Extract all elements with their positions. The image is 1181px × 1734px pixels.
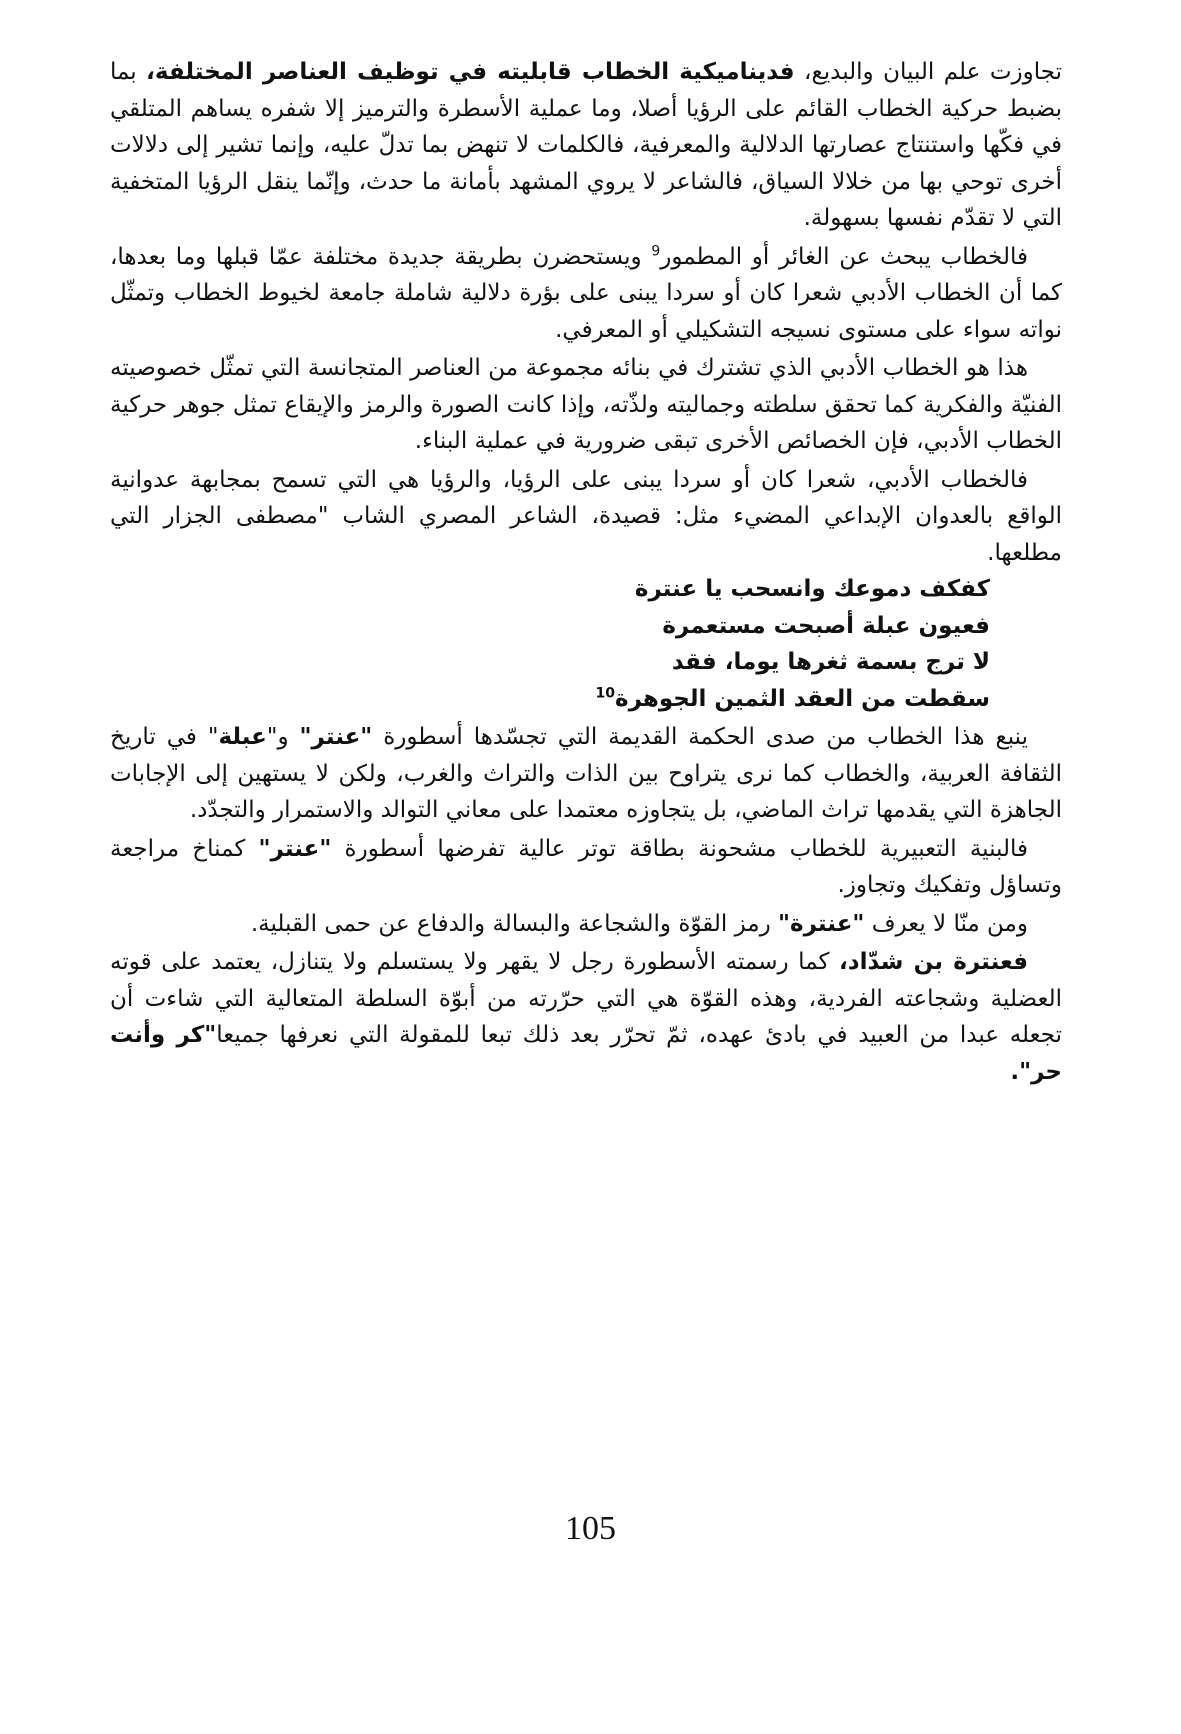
text-run: ينبع هذا الخطاب من صدى الحكمة القديمة التي تجسّدها أسطورة <box>372 724 1028 750</box>
paragraphs-before-poem <box>110 54 1062 571</box>
text-run: تجاوزت علم البيان والبديع، <box>794 59 1062 85</box>
bold-text: عبلة <box>218 724 267 750</box>
paragraph-p1 <box>110 54 1062 237</box>
text-run: " في تاريخ الثقافة العربية، والخطاب كما نرى يتراوح بين الذات والتراث والغرب، ولكن لا يستهين إلى الإجابات الجاهزة التي يقدمها تراث الماضي، بل يتجاوزه معتمدا على معاني التوالد والاستمرار والتجدّد. <box>110 724 1062 823</box>
text-run: ومن منّا لا يعرف <box>864 910 1028 937</box>
paragraph-p7 <box>110 906 1062 943</box>
paragraph-p2 <box>110 239 1062 349</box>
bold-text: "عنترة" <box>778 910 865 937</box>
text-run: كما رسمته الأسطورة رجل لا يقهر ولا يستسلم ولا يتنازل، يعتمد على قوته العضلية وشجاعته الفردية، وهذه القوّة هي التي حرّرته من أبوّة السلطة المتعالية التي شاءت أن تجعله عبدا من العبيد في بادئ عهده، ثمّ تحرّر بعد ذلك تبعا للمقولة التي نعرفها جميعا <box>110 949 1062 1048</box>
footnote-ref: 10 <box>595 684 615 701</box>
poem-line-text: سقطت من العقد الثمين الجوهرة <box>615 685 990 712</box>
bold-text: فديناميكية الخطاب قابليته في توظيف العناصر المختلفة، <box>146 59 795 85</box>
text-run: فالخطاب الأدبي، شعرا كان أو سردا يبنى على الرؤيا، والرؤيا هي التي تسمح بمجابهة عدوانية الواقع بالعدوان الإبداعي المضيء مثل: قصيدة، الشاعر المصري الشاب "مصطفى الجزار التي مطلعها. <box>110 466 1062 566</box>
poem-line-last <box>110 681 990 718</box>
text-run: هذا هو الخطاب الأدبي الذي تشترك في بنائه مجموعة من العناصر المتجانسة التي تمثّل خصوصيته الفنيّة والفكرية كما تحقق سلطته وجماليته ولذّته، وإذا كانت الصورة والرمز والإيقاع تمثل جوهر حركية الخطاب الأدبي، فإن الخصائص الأخرى تبقى ضرورية في عملية البناء. <box>110 355 1062 454</box>
bold-text: فعنترة بن شدّاد، <box>839 949 1028 975</box>
bold-text: "عنتر" <box>258 835 332 862</box>
paragraph-p3 <box>110 350 1062 460</box>
page-number: 105 <box>565 1510 616 1547</box>
poem-line: فعيون عبلة أصبحت مستعمرة <box>662 612 990 639</box>
footnote-ref: 9 <box>651 242 661 259</box>
text-run: رمز القوّة والشجاعة والبسالة والدفاع عن حمى القبلية. <box>250 910 779 937</box>
poem-block <box>110 571 990 717</box>
text-run: كمناخ مراجعة وتساؤل وتفكيك وتجاوز. <box>110 835 1062 898</box>
paragraph-p6 <box>110 831 1062 904</box>
bold-text: "عنتر" <box>299 724 373 750</box>
text-run: بما بضبط حركية الخطاب القائم على الرؤيا أصلا، وما عملية الأسطرة والترميز إلا شفره يساهم المتلقي في فكّها واستنتاج عصارتها الدلالية والمعرفية، فالكلمات لا تنهض بما تدلّ عليه، وإنما تشير إلى دلالات أخرى توحي بها من خلالا السياق، فالشاعر لا يروي المشهد بأمانة ما حدث، وإنّما ينقل الرؤيا المتخفية التي لا تقدّم نفسها بسهولة. <box>110 59 1062 231</box>
text-run: ويستحضرن بطريقة جديدة مختلفة عمّا قبلها وما بعدها، كما أن الخطاب الأدبي شعرا كان أو سردا يبنى على بؤرة دلالية شاملة جامعة لخيوط الخطاب وتمثّل نواته سواء على مستوى نسيجه التشكيلي أو المعرفي. <box>110 243 1062 343</box>
poem-line: لا ترج بسمة ثغرها يوما، فقد <box>671 649 990 675</box>
bold-text: "كر وأنت حر". <box>110 1022 1062 1085</box>
paragraph-p8 <box>110 944 1062 1090</box>
paragraph-p4 <box>110 462 1062 572</box>
paragraph-p5 <box>110 719 1062 829</box>
document-body <box>110 52 1062 1090</box>
text-run: فالخطاب يبحث عن الغائر أو المطمور <box>660 243 1028 270</box>
paragraphs-after-poem <box>110 719 1062 1090</box>
poem-line: كفكف دموعك وانسحب يا عنترة <box>634 576 990 602</box>
text-run: فالبنية التعبيرية للخطاب مشحونة بطاقة توتر عالية تفرضها أسطورة <box>331 835 1028 862</box>
text-run: و" <box>266 724 300 750</box>
